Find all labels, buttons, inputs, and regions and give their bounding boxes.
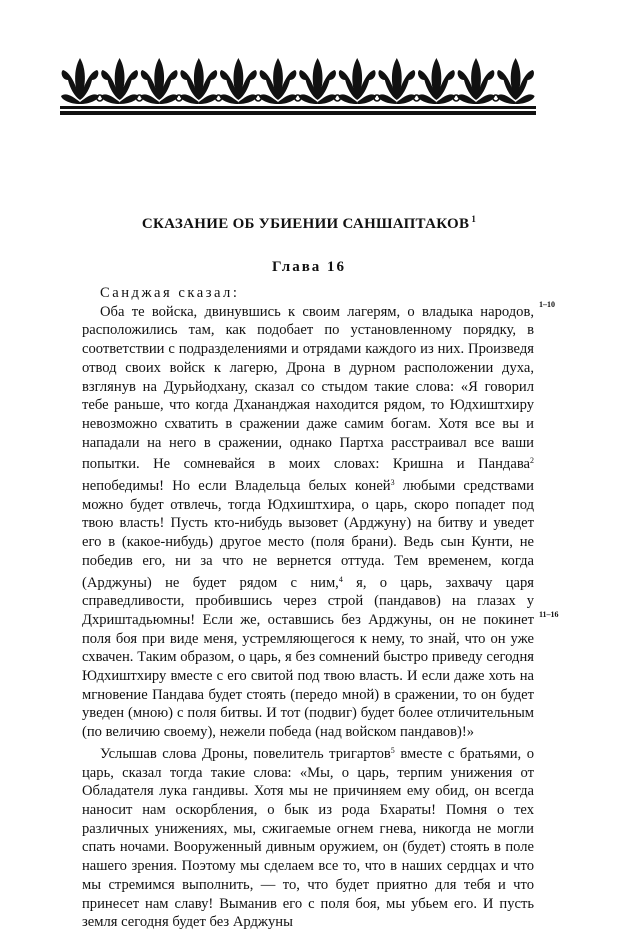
palmette-motif	[259, 58, 297, 104]
body-text	[82, 284, 534, 932]
story-title-text: СКАЗАНИЕ ОБ УБИЕНИИ САНШАПТАКОВ	[141, 216, 470, 232]
decorative-header-ornament	[60, 50, 536, 116]
palmette-motif	[338, 58, 376, 104]
story-title	[0, 214, 618, 233]
paragraph-1	[82, 303, 534, 742]
palmette-motif	[180, 58, 218, 104]
paragraph-text: непобедимы! Но если Владельца белых коней	[82, 478, 391, 495]
palmette-motif	[299, 58, 337, 104]
paragraph-text: Услышав слова Дроны, повелитель тригартов	[100, 745, 391, 762]
palmette-motif	[457, 58, 495, 104]
footnote-marker: 1	[471, 214, 477, 224]
paragraph-text: вместе с братьями, о царь, сказал тогда такие слова: «Мы, о царь, терпим унижения от Обладателя лука гандивы. Хотя мы не причиняем ему обид, он всегда наносит нам оскорбления, о бык из рода Бхараты! Помня о тех различных унижениях, мы, сжигаемые огнем гнева, никогда не могли спать ночами. Вооруженный дивным оружием, он (будет) стоять в поле нашего зрения. Поэтому мы сделаем все то, что в наших сердцах и что мы стремимся выполнить, — то, что будет приятно для тебя и что принесет нам славу! Выманив его с поля боя, мы убьем его. И пусть земля сегодня будет без Арджуны	[82, 745, 534, 931]
palmette-motif	[378, 58, 416, 104]
palmette-motif	[219, 58, 257, 104]
margin-verse-range: 11–16	[539, 610, 559, 619]
palmette-motif	[61, 58, 99, 104]
palmette-motif	[417, 58, 455, 104]
footnote-marker: 5	[390, 745, 395, 755]
footnote-marker: 4	[338, 574, 343, 584]
margin-verse-range: 1–10	[539, 300, 555, 309]
chapter-heading: Глава 16	[271, 259, 347, 275]
speaker-label: Санджая сказал:	[100, 285, 240, 301]
footnote-marker: 2	[530, 456, 534, 466]
paragraph-text: я, о царь, захвачу царя справедливости, пробившись через строй (пандавов) на глазах у Дхриштадьюмны! Если же, оставшись без Арджуны, он не покинет поля боя при виде меня, устремляющегося к нему, то знай, что он уже схвачен. Таким образом, о царь, я без сомнений быстро приведу сегодня Юдхиштхиру вместе с его свитой под твою власть. И если даже хоть на мгновение Пандава будет стоять (передо мной) в сражении, то он будет уведен (мною) с поля битвы. И тот (подвиг) будет более отличительным (по величию своему), нежели победа (над войском пандавов)!»	[82, 574, 534, 741]
paragraph-2	[82, 742, 534, 932]
footnote-marker: 3	[390, 478, 395, 488]
paragraph-text: любыми средствами можно будет отвлечь, тогда Юдхиштхира, о царь, скоро попадет под твою власть! Пусть кто-нибудь вызовет (Арджуну) на битву и уведет его в (какое-нибудь) другое место (поля брани). Ведь сын Кунти, не победив его, ни за что не вернется оттуда. Тем временем, когда (Арджуны) не будет рядом с ним,	[82, 478, 534, 591]
palmette-motif	[140, 58, 178, 104]
speaker-line	[82, 284, 534, 303]
palmette-motif	[101, 58, 139, 104]
palmette-motif	[497, 58, 535, 104]
paragraph-text: Оба те войска, двинувшись к своим лагерям, о владыка народов, расположились там, как подобает по установленному порядку, в соответствии с подразделениями и отрядами каждого из них. Произведя отвод своих войск к лагерю, Дрона в дурном расположении духа, взглянув на Дурьйодхану, сказал со стыдом такие слова: «Я говорил тебе раньше, что когда Дхананджая находится рядом, то Юдхиштхиру невозможно схватить в сражении даже самим богам. Хотя все вы и нападали на него в сражении, однако Партха расстраивал все ваши попытки. Не сомневайся в моих словах: Кришна и Пандава	[82, 303, 534, 473]
